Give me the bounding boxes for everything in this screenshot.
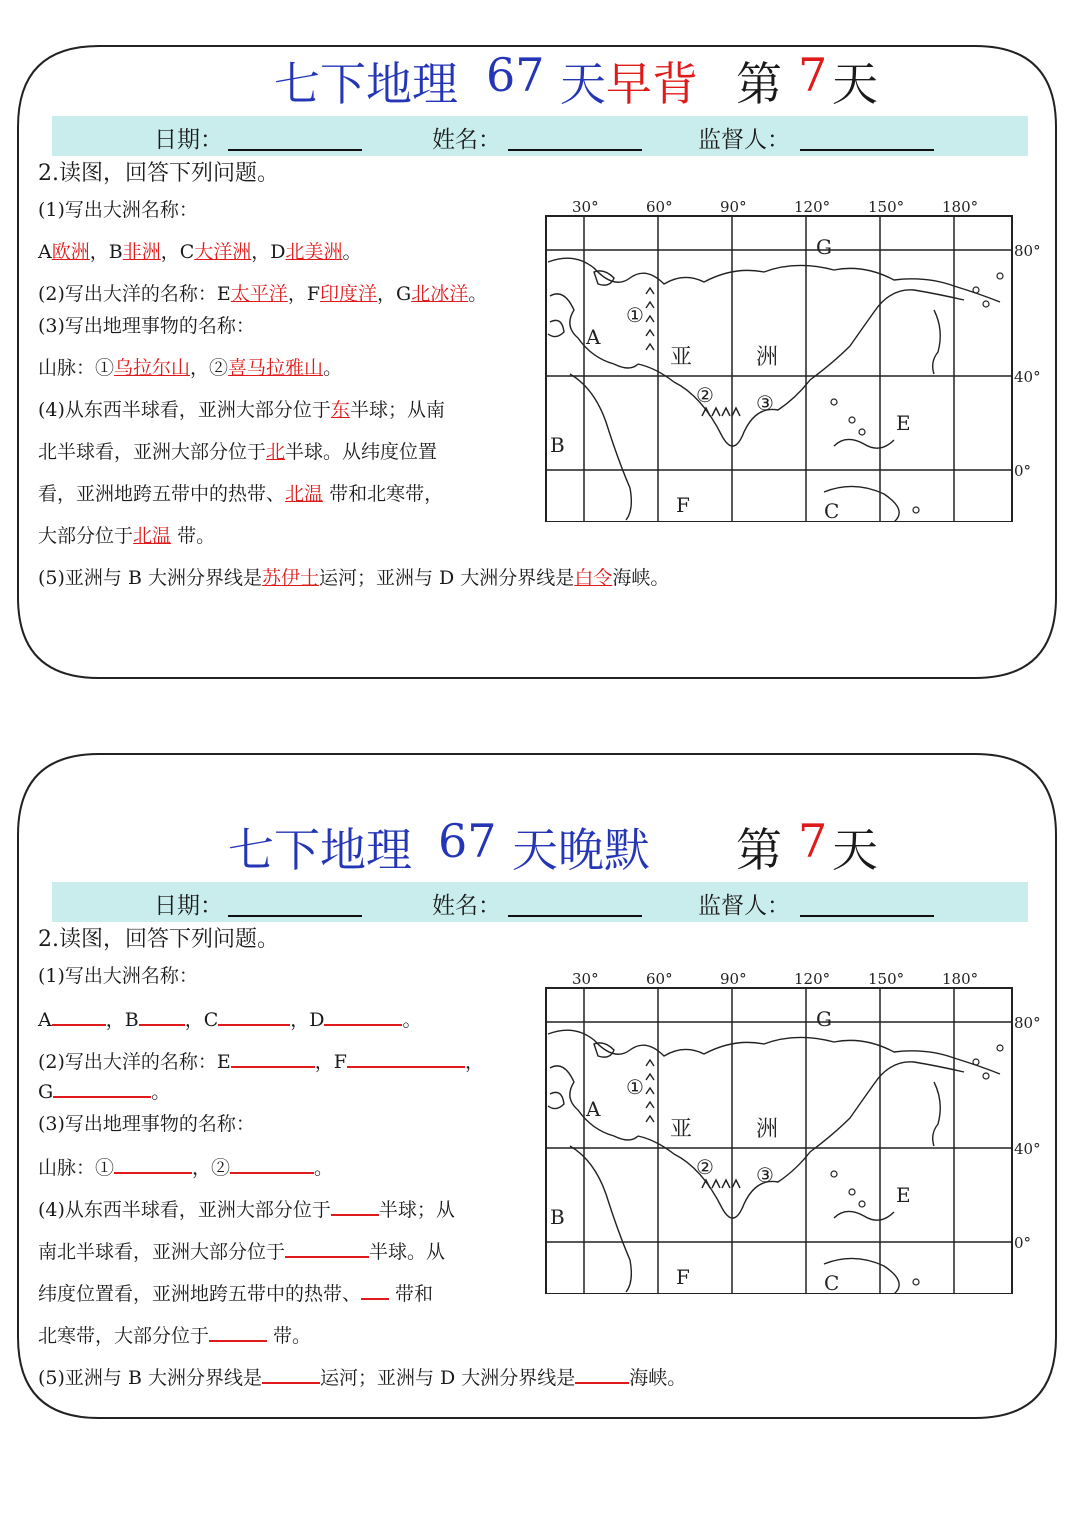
blank-mountain-2[interactable] — [230, 1154, 314, 1174]
island — [913, 507, 919, 513]
answer-hemisphere-ew: 东 — [330, 399, 350, 421]
island — [831, 399, 837, 405]
himalaya-mountain-icon — [722, 408, 730, 416]
blank-d[interactable] — [324, 1006, 402, 1026]
answer-g: 北冰洋 — [411, 283, 469, 305]
longitude-label: 150° — [868, 198, 905, 216]
marker-1: ① — [626, 303, 644, 327]
part3-answers: 山脉：①乌拉尔山，②喜马拉雅山。 — [38, 357, 343, 379]
coastline — [834, 439, 894, 448]
coastline — [933, 1082, 941, 1146]
name-field[interactable] — [508, 915, 642, 917]
himalaya-mountain-icon — [702, 408, 710, 416]
part3-blanks: 山脉：① ，② 。 — [38, 1154, 333, 1180]
marker-1: ① — [626, 1075, 644, 1099]
longitude-label: 120° — [794, 970, 831, 988]
ural-mountain-icon — [646, 288, 654, 294]
blank-c[interactable] — [218, 1006, 290, 1026]
title-count: 67 — [486, 48, 545, 102]
part1-answers: A欧洲，B非洲，C大洋洲，D北美洲。 — [38, 241, 362, 263]
supervisor-label: 监督人： — [698, 893, 790, 919]
day-suffix: 天 — [832, 823, 878, 877]
answer-e: 太平洋 — [230, 283, 288, 305]
map-letter-f: F — [676, 493, 690, 517]
blank-f[interactable] — [347, 1048, 465, 1068]
answer-d: 北美洲 — [285, 241, 343, 263]
day-number: 7 — [798, 814, 828, 868]
island — [983, 1073, 989, 1079]
part4-line1: (4)从东西半球看，亚洲大部分位于 半球；从 — [38, 1196, 455, 1222]
part3-label: (3)写出地理事物的名称： — [38, 315, 255, 337]
date-label: 日期： — [154, 893, 223, 919]
ural-mountain-icon — [646, 1116, 654, 1122]
himalaya-mountain-icon — [712, 408, 720, 416]
longitude-label: 180° — [942, 970, 979, 988]
date-field[interactable] — [228, 149, 362, 151]
marker-2: ② — [696, 1155, 714, 1179]
part4-line3: 纬度位置看，亚洲地跨五带中的热带、 带和 — [38, 1280, 433, 1306]
part5-answers: (5)亚洲与 B 大洲分界线是苏伊士运河；亚洲与 D 大洲分界线是白令海峡。 — [38, 567, 670, 589]
question-heading: 2.读图，回答下列问题。 — [38, 927, 279, 952]
ural-mountain-icon — [646, 344, 654, 350]
longitude-label: 120° — [794, 198, 831, 216]
island — [849, 417, 855, 423]
answer-zone-1: 北温 — [285, 483, 324, 505]
longitude-label: 90° — [720, 970, 747, 988]
answer-mountain-1: 乌拉尔山 — [114, 357, 191, 379]
latitude-label: 0° — [1014, 1234, 1032, 1252]
part4-line4: 北寒带，大部分位于 带。 — [38, 1322, 311, 1348]
blank-b[interactable] — [139, 1006, 185, 1026]
longitude-label: 90° — [720, 198, 747, 216]
info-band — [52, 116, 1028, 156]
coastline — [594, 1043, 614, 1057]
day-number: 7 — [798, 48, 828, 102]
ural-mountain-icon — [646, 1088, 654, 1094]
part2-answers: (2)写出大洋的名称：E太平洋，F印度洋，G北冰洋。 — [38, 283, 488, 305]
title-session: 天晚默 — [512, 823, 650, 877]
map-frame — [546, 216, 1012, 522]
island — [913, 1279, 919, 1285]
longitude-label: 30° — [572, 198, 599, 216]
name-label: 姓名： — [432, 127, 501, 153]
blank-a[interactable] — [52, 1006, 106, 1026]
ural-mountain-icon — [646, 1060, 654, 1066]
ural-mountain-icon — [646, 1102, 654, 1108]
marker-3: ③ — [756, 1163, 774, 1187]
title-subject: 七下地理 — [228, 823, 412, 877]
coastline — [548, 258, 1000, 302]
island — [997, 273, 1003, 279]
latitude-label: 40° — [1014, 1140, 1041, 1158]
coastline — [548, 1092, 564, 1108]
marker-2: ② — [696, 383, 714, 407]
himalaya-mountain-icon — [702, 1180, 710, 1188]
himalaya-mountain-icon — [712, 1180, 720, 1188]
answer-b: 非洲 — [122, 241, 161, 263]
name-label: 姓名： — [432, 893, 501, 919]
blank-hemisphere-ew[interactable] — [331, 1196, 379, 1216]
map-letter-b: B — [550, 1205, 565, 1229]
name-field[interactable] — [508, 149, 642, 151]
supervisor-field[interactable] — [800, 149, 934, 151]
answer-mountain-2: 喜马拉雅山 — [228, 357, 324, 379]
part4-line4: 大部分位于北温 带。 — [38, 525, 216, 547]
island — [849, 1189, 855, 1195]
coastline — [570, 1146, 631, 1292]
latitude-label: 80° — [1014, 242, 1041, 260]
island — [973, 287, 979, 293]
day-suffix: 天 — [832, 57, 878, 111]
blank-canal[interactable] — [262, 1364, 320, 1384]
part4-line2: 北半球看，亚洲大部分位于北半球。从纬度位置 — [38, 441, 438, 463]
title-session: 早背 — [606, 57, 698, 111]
date-field[interactable] — [228, 915, 362, 917]
answer-hemisphere-ns: 北 — [266, 441, 286, 463]
coastline — [548, 1030, 1000, 1074]
coastline — [548, 320, 564, 336]
answer-f: 印度洋 — [320, 283, 378, 305]
part1-blanks: A ，B ，C ，D 。 — [38, 1006, 422, 1032]
himalaya-mountain-icon — [732, 1180, 740, 1188]
part4-line2: 南北半球看，亚洲大部分位于 半球。从 — [38, 1238, 445, 1264]
island — [997, 1045, 1003, 1051]
ural-mountain-icon — [646, 1074, 654, 1080]
answer-a: 欧洲 — [51, 241, 90, 263]
map-letter-c: C — [824, 499, 840, 522]
map-letter-g: G — [816, 1007, 832, 1031]
longitude-label: 30° — [572, 970, 599, 988]
coastline — [570, 374, 631, 520]
map-letter-g: G — [816, 235, 832, 259]
asia-label-a: 亚 — [670, 1117, 693, 1142]
part1-label: (1)写出大洲名称： — [38, 199, 198, 221]
latitude-label: 0° — [1014, 462, 1032, 480]
part2-blanks-g: G 。 — [38, 1078, 170, 1104]
asia-label-b: 洲 — [756, 345, 779, 370]
latitude-label: 80° — [1014, 1014, 1041, 1032]
blank-hemisphere-ns[interactable] — [285, 1238, 369, 1258]
marker-3: ③ — [756, 391, 774, 415]
island — [983, 301, 989, 307]
asia-label-a: 亚 — [670, 345, 693, 370]
map-letter-a: A — [586, 1097, 601, 1121]
coastline — [933, 310, 941, 374]
part5-blanks: (5)亚洲与 B 大洲分界线是 运河；亚洲与 D 大洲分界线是 海峡。 — [38, 1364, 686, 1390]
asia-label-b: 洲 — [756, 1117, 779, 1142]
map-letter-e: E — [896, 1183, 911, 1207]
map-letter-c: C — [824, 1271, 840, 1294]
morning-card — [14, 42, 1060, 682]
blank-mountain-1[interactable] — [114, 1154, 192, 1174]
question-heading: 2.读图，回答下列问题。 — [38, 161, 279, 186]
himalaya-mountain-icon — [722, 1180, 730, 1188]
part4-line3: 看，亚洲地跨五带中的热带、北温 带和北寒带， — [38, 483, 444, 505]
map-letter-b: B — [550, 433, 565, 457]
blank-strait[interactable] — [575, 1364, 629, 1384]
blank-g[interactable] — [53, 1078, 151, 1098]
asia-map — [534, 192, 1054, 522]
evening-card — [14, 750, 1060, 1422]
ural-mountain-icon — [646, 330, 654, 336]
info-band — [52, 882, 1028, 922]
longitude-label: 60° — [646, 970, 673, 988]
himalaya-mountain-icon — [732, 408, 740, 416]
title-subject: 七下地理 — [274, 57, 458, 111]
asia-map — [534, 964, 1054, 1294]
blank-e[interactable] — [231, 1048, 315, 1068]
title-day-word: 天 — [560, 57, 606, 111]
supervisor-label: 监督人： — [698, 127, 790, 153]
answer-strait: 白令 — [574, 567, 613, 589]
answer-c: 大洋洲 — [194, 241, 252, 263]
part4-line1: (4)从东西半球看，亚洲大部分位于东半球；从南 — [38, 399, 445, 421]
map-letter-f: F — [676, 1265, 690, 1289]
coastline — [594, 271, 614, 285]
longitude-label: 180° — [942, 198, 979, 216]
longitude-label: 60° — [646, 198, 673, 216]
map-letter-e: E — [896, 411, 911, 435]
supervisor-field[interactable] — [800, 915, 934, 917]
map-frame — [546, 988, 1012, 1294]
day-prefix: 第 — [736, 823, 782, 877]
island — [973, 1059, 979, 1065]
part2-blanks: (2)写出大洋的名称：E ，F ， — [38, 1048, 484, 1074]
part1-label: (1)写出大洲名称： — [38, 965, 198, 987]
answer-zone-2: 北温 — [133, 525, 172, 547]
island — [831, 1171, 837, 1177]
ural-mountain-icon — [646, 302, 654, 308]
ural-mountain-icon — [646, 316, 654, 322]
map-letter-a: A — [586, 325, 601, 349]
coastline — [834, 1211, 894, 1220]
part3-label: (3)写出地理事物的名称： — [38, 1113, 255, 1135]
island — [859, 1201, 865, 1207]
island — [859, 429, 865, 435]
day-prefix: 第 — [736, 57, 782, 111]
answer-canal: 苏伊士 — [261, 567, 319, 589]
longitude-label: 150° — [868, 970, 905, 988]
latitude-label: 40° — [1014, 368, 1041, 386]
date-label: 日期： — [154, 127, 223, 153]
title-count: 67 — [438, 814, 497, 868]
blank-zone-1[interactable] — [361, 1280, 389, 1300]
blank-zone-2[interactable] — [209, 1322, 267, 1342]
